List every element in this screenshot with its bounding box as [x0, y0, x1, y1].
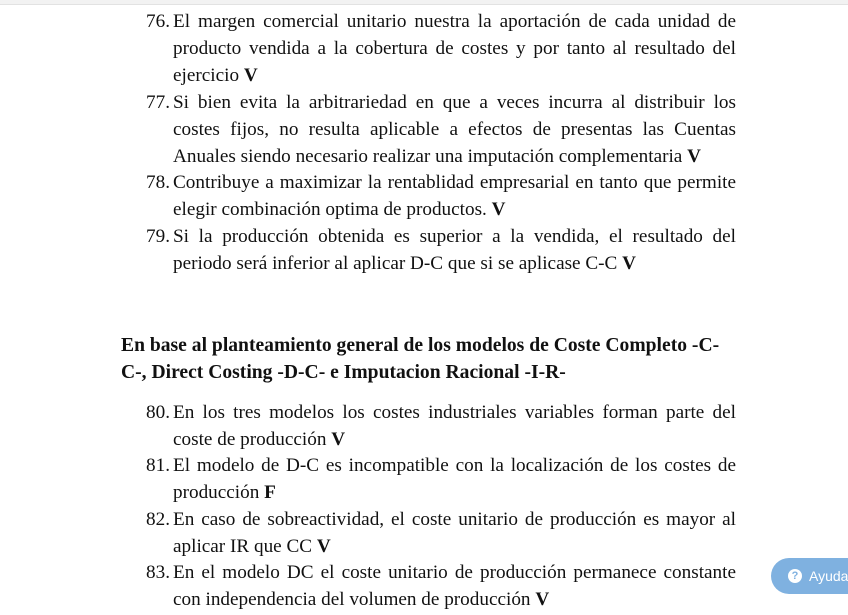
question-80	[146, 400, 736, 454]
question-text: El modelo de D-C es incompatible con la localización de los costes de producción	[173, 455, 736, 503]
section-heading: En base al planteamiento general de los modelos de Coste Completo -C-C-, Direct Costing -D-C- e Imputacion Racional -I-R-	[121, 335, 720, 383]
answer-verdict: V	[243, 64, 258, 86]
help-button[interactable]	[771, 558, 848, 594]
question-circle-icon: ?	[788, 569, 802, 583]
answer-verdict: V	[687, 145, 701, 167]
answer-verdict: F	[264, 481, 276, 503]
question-number: 76.	[146, 11, 170, 32]
question-text: En caso de sobreactividad, el coste unitario de producción es mayor al aplicar IR que CC	[173, 509, 736, 557]
help-button-label: Ayuda	[809, 568, 848, 584]
answer-verdict: V	[316, 535, 331, 557]
question-76	[146, 9, 736, 89]
question-text: Si la producción obtenida es superior a la vendida, el resultado del periodo será inferior al aplicar D-C que si se aplicase C-C	[173, 226, 736, 274]
answer-verdict: V	[491, 198, 506, 220]
question-83	[146, 560, 736, 614]
answer-verdict: V	[622, 252, 637, 274]
question-number: 81.	[146, 455, 170, 476]
question-number: 83.	[146, 562, 170, 583]
question-77	[146, 90, 736, 170]
answer-verdict: V	[331, 428, 346, 450]
question-82	[146, 507, 736, 561]
question-text: En el modelo DC el coste unitario de producción permanece constante con independencia del volumen de producción	[173, 562, 736, 610]
question-text: Si bien evita la arbitrariedad en que a veces incurra al distribuir los costes fijos, no resulta aplicable a efectos de presentas las Cuentas Anuales siendo necesario realizar una imputación complementaria	[173, 92, 736, 167]
question-79	[146, 224, 736, 278]
question-number: 82.	[146, 509, 170, 530]
question-number: 78.	[146, 172, 170, 193]
question-number: 80.	[146, 402, 170, 423]
question-number: 79.	[146, 226, 170, 247]
question-text: El margen comercial unitario nuestra la aportación de cada unidad de producto vendida a la cobertura de costes y por tanto al resultado del ejercicio	[173, 11, 736, 86]
question-number: 77.	[146, 92, 170, 113]
question-text: En los tres modelos los costes industriales variables forman parte del coste de producción	[173, 402, 736, 450]
question-78	[146, 170, 736, 224]
question-81	[146, 453, 736, 507]
answer-verdict: V	[535, 588, 550, 610]
question-text: Contribuye a maximizar la rentablidad empresarial en tanto que permite elegir combinación optima de productos.	[173, 172, 736, 220]
